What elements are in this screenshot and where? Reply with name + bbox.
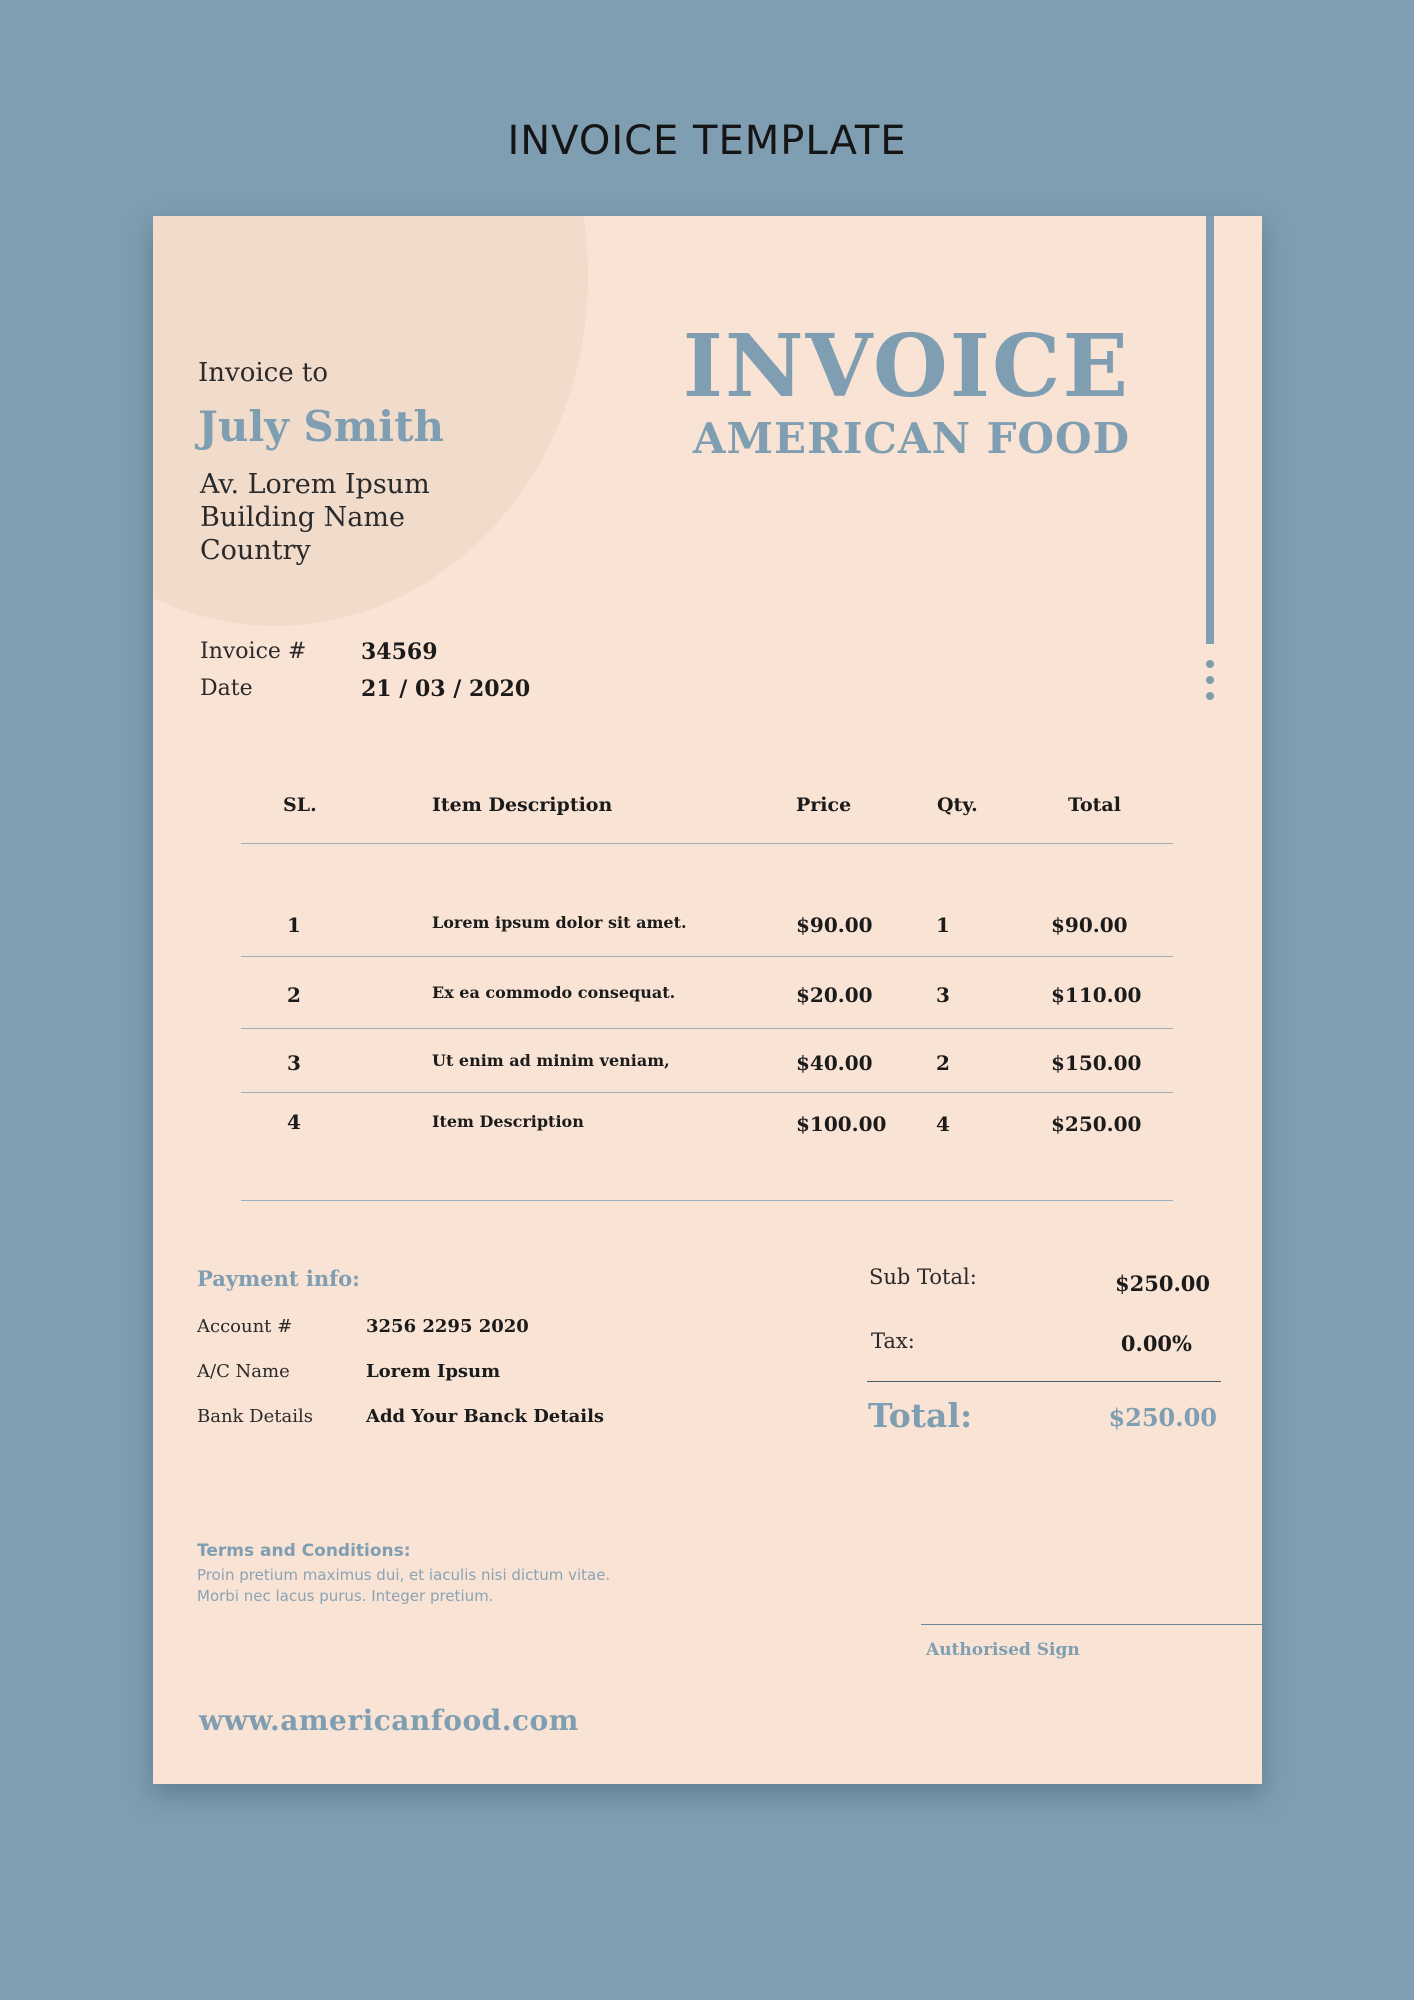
bank-details: Add Your Banck Details — [366, 1406, 605, 1427]
client-name: July Smith — [198, 402, 445, 451]
column-header-qty: Qty. — [937, 794, 978, 816]
table-row-price: $90.00 — [796, 913, 873, 937]
summary-divider — [867, 1381, 1221, 1382]
account-label: Account # — [197, 1316, 293, 1337]
tax-label: Tax: — [871, 1329, 915, 1353]
date-label: Date — [200, 676, 253, 701]
table-row-total: $250.00 — [1051, 1112, 1142, 1136]
subtotal-value: $250.00 — [1115, 1271, 1210, 1296]
row-divider — [241, 1028, 1173, 1029]
column-header-sl: SL. — [283, 794, 317, 816]
invoice-number-label: Invoice # — [200, 639, 307, 664]
terms-heading: Terms and Conditions: — [197, 1541, 411, 1561]
signature-line — [921, 1624, 1262, 1625]
row-divider — [241, 1092, 1173, 1093]
table-row-qty: 3 — [936, 983, 950, 1007]
address-line: Country — [200, 535, 311, 566]
table-row-sl: 3 — [287, 1051, 301, 1075]
table-row-description: Ut enim ad minim veniam, — [432, 1051, 670, 1070]
website-url: www.americanfood.com — [199, 1704, 579, 1737]
bank-details-label: Bank Details — [197, 1406, 313, 1427]
table-row-sl: 1 — [287, 913, 301, 937]
table-row-qty: 2 — [936, 1051, 950, 1075]
ac-name: Lorem Ipsum — [366, 1361, 501, 1382]
page-heading: INVOICE TEMPLATE — [507, 118, 907, 164]
address-line: Av. Lorem Ipsum — [200, 469, 430, 500]
accent-dot — [1206, 676, 1214, 684]
terms-text: Proin pretium maximus dui, et iaculis nisi dictum vitae. — [197, 1566, 611, 1584]
signature-label: Authorised Sign — [926, 1640, 1080, 1660]
ac-name-label: A/C Name — [197, 1361, 290, 1382]
column-header-description: Item Description — [432, 794, 613, 816]
terms-text: Morbi nec lacus purus. Integer pretium. — [197, 1587, 494, 1605]
invoice-to-label: Invoice to — [198, 358, 328, 388]
subtotal-label: Sub Total: — [869, 1265, 977, 1289]
table-row-price: $100.00 — [796, 1112, 887, 1136]
invoice-title: INVOICE — [682, 316, 1130, 417]
table-row-total: $90.00 — [1051, 913, 1128, 937]
table-row-description: Ex ea commodo consequat. — [432, 983, 676, 1002]
table-row-price: $20.00 — [796, 983, 873, 1007]
row-divider — [241, 956, 1173, 957]
table-row-sl: 4 — [287, 1110, 301, 1134]
column-header-price: Price — [796, 794, 852, 816]
table-bottom-divider — [241, 1200, 1173, 1201]
total-label: Total: — [868, 1396, 973, 1435]
address-line: Building Name — [200, 502, 405, 533]
account-number: 3256 2295 2020 — [366, 1316, 529, 1337]
table-row-description: Lorem ipsum dolor sit amet. — [432, 913, 687, 932]
total-value: $250.00 — [1108, 1403, 1217, 1432]
accent-dot — [1206, 692, 1214, 700]
table-row-total: $110.00 — [1051, 983, 1142, 1007]
tax-value: 0.00% — [1120, 1331, 1192, 1356]
accent-bar — [1206, 216, 1214, 644]
table-row-description: Item Description — [432, 1112, 584, 1131]
invoice-number: 34569 — [361, 639, 438, 665]
table-row-qty: 4 — [936, 1112, 950, 1136]
company-name: AMERICAN FOOD — [692, 414, 1130, 463]
invoice-sheet — [153, 216, 1262, 1784]
column-header-total: Total — [1068, 794, 1121, 816]
accent-dot — [1206, 660, 1214, 668]
table-header-divider — [241, 843, 1173, 844]
table-row-total: $150.00 — [1051, 1051, 1142, 1075]
table-row-sl: 2 — [287, 983, 301, 1007]
table-row-price: $40.00 — [796, 1051, 873, 1075]
table-row-qty: 1 — [936, 913, 950, 937]
invoice-date: 21 / 03 / 2020 — [361, 676, 531, 702]
payment-info-heading: Payment info: — [197, 1266, 360, 1291]
